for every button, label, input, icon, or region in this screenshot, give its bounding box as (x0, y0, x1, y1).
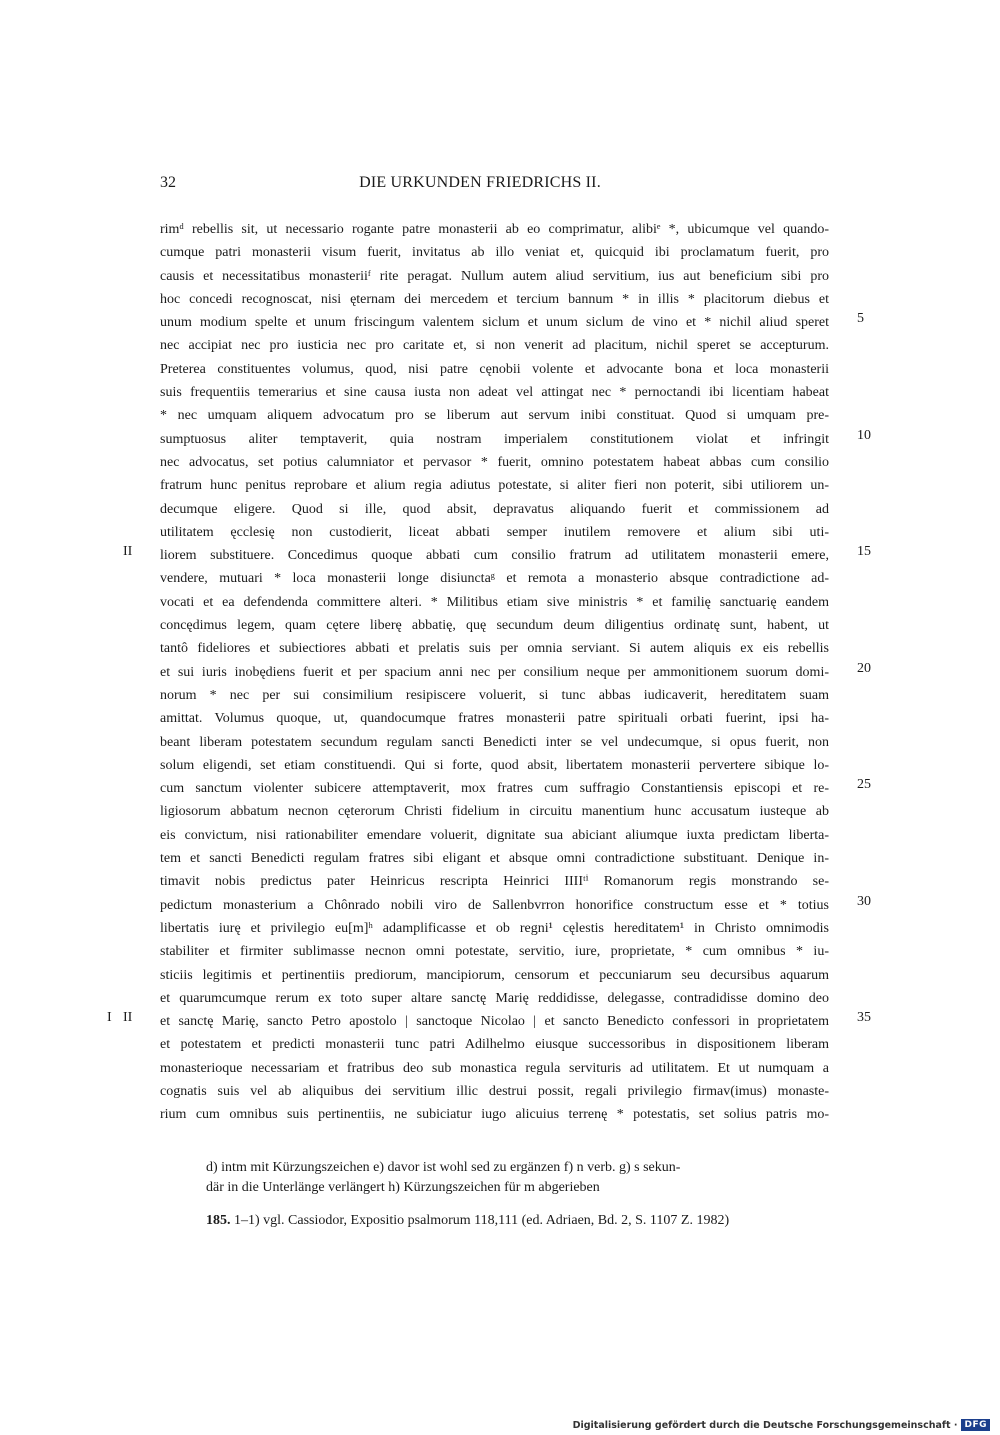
text-line: tem et sancti Benedicti regulam fratres sibi eligant et absque omni contradictione substituant. Denique in- (160, 851, 829, 867)
text-line: ligiosorum abbatum necnon cęterorum Christi fidelium in circuitu manentium hunc accusatum iusteque ab (160, 804, 829, 820)
text-line: tantô fideliores et subiectiores abbati et prelatis suis per omnia serviant. Si autem aliquis ex eis rebellis (160, 641, 829, 657)
footnote-line: d) intm mit Kürzungszeichen e) davor ist wohl sed zu ergänzen f) n verb. g) s sekun- (206, 1160, 681, 1175)
margin-mark: II (123, 544, 133, 559)
line-number: 15 (857, 544, 871, 559)
line-number: 25 (857, 777, 871, 792)
text-line: sumptuosus aliter temptaverit, quia nostram imperialem constitutionem violat et infringit (160, 431, 829, 447)
text-line: solum eligendi, set etiam constituendi. Qui si forte, quod absit, libertatem monasterii pervertere sibique lo- (160, 757, 829, 773)
text-line: et quarumcumque rerum ex toto super altare sanctę Marię reddidisse, delegasse, contradidisse domino deo (160, 990, 829, 1006)
line-number: 10 (857, 428, 871, 443)
text-line: eis convictum, nisi rationabiliter emendare voluerit, dignitate sua abiciant aliumque iuxta predictam liberta- (160, 827, 829, 843)
text-line: pedictum monasterium a Chônrado nobili viro de Sallenbvrron honorifice constructum esse et * totius (160, 897, 829, 913)
text-line: rimᵈ rebellis sit, ut necessario rogante patre monasterii ab eo comprimatur, alibiᵉ *, ubicumque vel quando- (160, 222, 829, 237)
margin-mark: I (107, 1010, 112, 1025)
text-line: cognatis suis vel ab aliquibus dei servitium illic destrui possit, regali privilegio firmav(imus) monaste- (160, 1083, 829, 1099)
text-line: et sui iuris inobędiens fuerit et per spacium anni nec per consilium neque per ammonitionem suorum domi- (160, 664, 829, 680)
text-line: hoc concedi recognoscat, nisi ęternam dei mercedem et tercium bannum * in illis * placitorum diebus et (160, 291, 829, 307)
text-line: decumque eligere. Quod si ille, quod absit, depravatus aliquando fuerit et commissionem ad (160, 501, 829, 517)
text-line: et potestatem et predicti monasterii tunc patri Adilhelmo eiusque successoribus in dispositionem liberam (160, 1037, 829, 1053)
line-number: 30 (857, 894, 871, 909)
text-line: sticiis legitimis et pertinentiis prediorum, mancipiorum, censorum et peccuniarum seu decursibus aquarum (160, 967, 829, 983)
line-number: 35 (857, 1010, 871, 1025)
text-line: fratrum hunc penitus reprobare et alium regia adiutus potestate, si aliter fieri non poterit, sibi utiliorem un- (160, 478, 829, 494)
running-head: DIE URKUNDEN FRIEDRICHS II. (359, 174, 601, 191)
line-number: 20 (857, 661, 871, 676)
text-line: nec accipiat nec pro iusticia nec pro caritate et, si non venerit ad placitum, nichil speret se accepturum. (160, 338, 829, 354)
margin-mark: II (123, 1010, 133, 1025)
digitization-credit: Digitalisierung gefördert durch die Deutsche Forschungsgemeinschaft · (572, 1419, 958, 1431)
text-line: cum sanctum violenter subicere attemptaverit, mox fratres cum suffragio Constantiensis episcopi et re- (160, 781, 829, 797)
text-line: causis et necessitatibus monasteriiᶠ rite peragat. Nullum autem aliud servitium, ius aut beneficium sibi pro (160, 268, 829, 284)
text-line: timavit nobis predictus pater Heinricus rescripta Heinrici IIIIᵗⁱ Romanorum regis monstrando se- (160, 874, 829, 890)
body-text (160, 218, 829, 1127)
text-line: * nec umquam aliquem advocatum pro se liberum aut servum inibi constituat. Quod si umquam pre- (160, 408, 829, 424)
text-line: utilitatem ęcclesię non custodierit, liceat abbati semper inutilem removere et alium sibi uti- (160, 524, 829, 540)
text-line: rium cum omnibus suis pertinentiis, ne subiciatur iugo alicuius terrenę * potestatis, set solius patris mo- (160, 1107, 829, 1123)
text-line: liorem substituere. Concedimus quoque abbati cum consilio fratrum ad utilitatem monasterii emere, (160, 548, 829, 564)
text-line: libertatis iurę et privilegio eu[m]ʰ adamplificasse et ob regni¹ cęlestis hereditatem¹ in Christo omnimodis (160, 920, 829, 936)
text-line: nec advocatus, set potius calumniator et pervasor * fuerit, omnino potestatem habeat abbas cum consilio (160, 454, 829, 470)
text-line: concędimus legem, quam cętere liberę abbatię, quę secundum deum diligentius ordinatę sunt, habent, ut (160, 618, 829, 634)
text-line: suis frequentiis temerarius et sine causa iusta non adeat vel attingat nec * pernoctandi ibi licentiam habeat (160, 385, 829, 401)
page-number: 32 (160, 174, 176, 191)
text-line: monasterioque necessariam et fratribus deo sub monastica regula servituris ad utilitatem. Et ut numquam a (160, 1060, 829, 1076)
source-note-number: 185. (206, 1213, 231, 1228)
text-line: norum * nec per sui consimilium resipiscere voluerit, si tunc abbas iudicaverit, hereditatem suam (160, 687, 829, 703)
line-number: 5 (857, 311, 864, 326)
dfg-logo: DFG (961, 1419, 990, 1431)
footnotes (206, 1158, 828, 1198)
text-line: unum modium spelte et unum friscingum valentem siclum et unum siclum de vino et * nichil aliud speret (160, 315, 829, 331)
digitization-footer (573, 1418, 990, 1432)
footnote-line: där in die Unterlänge verlängert h) Kürzungszeichen für m abgerieben (206, 1180, 600, 1195)
text-line: amittat. Volumus quoque, ut, quandocumque fratres monasterii patre spirituali orbati fuerint, ipsi ha- (160, 711, 829, 727)
text-line: vocati et ea defendenda committere alteri. * Militibus etiam sive ministris * et familię sanctuarię eandem (160, 594, 829, 610)
source-note-text: 1–1) vgl. Cassiodor, Expositio psalmorum 118,111 (ed. Adriaen, Bd. 2, S. 1107 Z. 1982) (230, 1213, 730, 1228)
source-note (206, 1213, 729, 1229)
text-line: et sanctę Marię, sancto Petro apostolo | sanctoque Nicolao | et sancto Benedicto confessori in proprietatem (160, 1014, 829, 1030)
text-line: beant liberam potestatem secundum regulam sancti Benedicti inter se vel undecumque, si opus fuerit, non (160, 734, 829, 750)
text-line: vendere, mutuari * loca monasterii longe disiunctaᵍ et remota a monasterio absque contradictione ad- (160, 571, 829, 587)
text-line: stabiliter et firmiter sublimasse necnon omni potestate, servitio, iure, proprietate, * cum omnibus * iu- (160, 944, 829, 960)
text-line: cumque patri monasterii visum fuerit, invitatus ab illo veniat et, quicquid ibi proclamatum fuerit, pro (160, 245, 829, 261)
text-line: Preterea constituentes volumus, quod, nisi patre cęnobii volente et advocante bona et loca monasterii (160, 361, 829, 377)
